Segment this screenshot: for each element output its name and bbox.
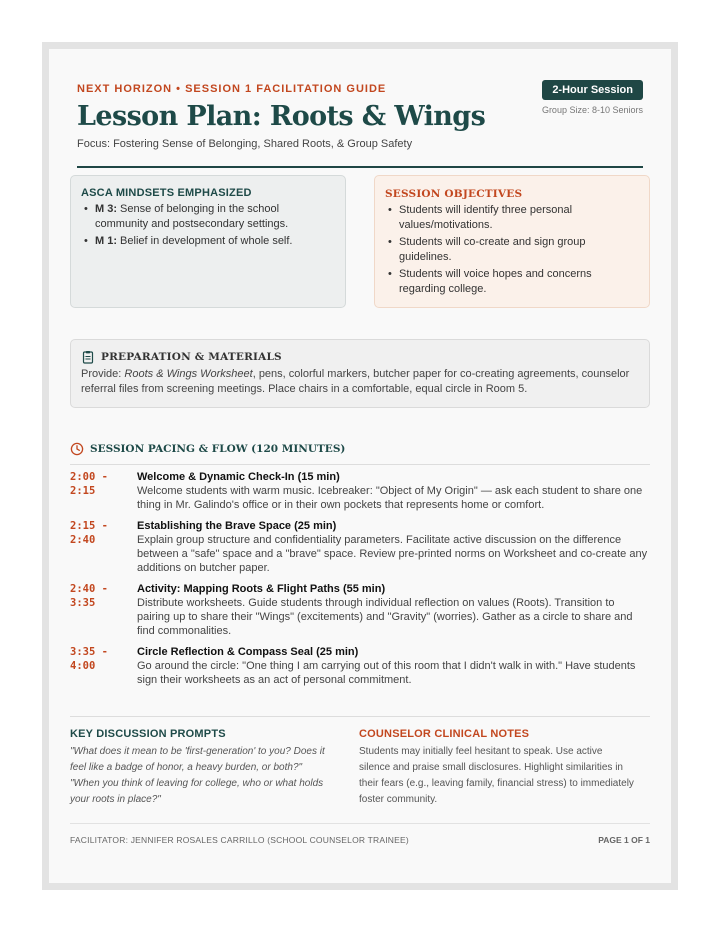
schedule-title: Circle Reflection & Compass Seal (25 min) [137, 646, 359, 658]
preparation-text [81, 367, 639, 396]
time-start: 2:00 - [70, 471, 108, 483]
time-end: 3:35 [70, 597, 96, 609]
prompt-line: "What does it mean to be 'first-generation' to you? Does it feel like a badge of honor, a heavy burden, or both?" [70, 746, 325, 773]
objectives-list [385, 203, 639, 296]
time-end: 4:00 [70, 660, 96, 672]
time-start: 2:15 - [70, 520, 108, 532]
objectives-box [374, 175, 650, 308]
session-length-badge: 2-Hour Session [542, 80, 643, 100]
eyebrow: NEXT HORIZON • SESSION 1 FACILITATION GUIDE [77, 83, 387, 95]
mindset-text: Belief in development of whole self. [117, 235, 293, 247]
schedule-body: Distribute worksheets. Guide students through individual reflection on values (Roots). Transition to pairing up to share their "Wings" (excitements) and "Gravity" (worries). Gather as a circle to share and find commonalities. [137, 597, 633, 637]
summary-boxes [70, 175, 650, 308]
mindset-code: M 3: [95, 203, 117, 215]
footer-divider [70, 823, 650, 824]
pacing-heading: SESSION PACING & FLOW (120 MINUTES) [90, 443, 346, 455]
schedule-description [137, 582, 650, 638]
time-end: 2:15 [70, 485, 96, 497]
preparation-heading: PREPARATION & MATERIALS [101, 351, 282, 363]
schedule-body: Welcome students with warm music. Icebreaker: "Object of My Origin" — ask each student to share one thing in Mr. Galindo's office or in their own pockets that represents home or comfort. [137, 485, 643, 511]
page-title: Lesson Plan: Roots & Wings [77, 101, 486, 132]
schedule-body: Go around the circle: "One thing I am carrying out of this room that I didn't walk in with." Have students sign their worksheets as an act of personal commitment. [137, 660, 636, 686]
header-divider [77, 166, 643, 168]
clinical-notes [359, 728, 636, 808]
bottom-divider [70, 716, 650, 717]
time-range [70, 519, 137, 575]
mindsets-list [81, 202, 335, 249]
objectives-heading: SESSION OBJECTIVES [385, 188, 523, 200]
schedule-title: Establishing the Brave Space (25 min) [137, 520, 337, 532]
mindset-text: Sense of belonging in the school community and postsecondary settings. [95, 203, 289, 230]
list-item: • Students will identify three personal values/motivations. [385, 203, 639, 232]
prep-lead: Provide: [81, 368, 125, 380]
facilitator-credit: FACILITATOR: JENNIFER ROSALES CARRILLO (SCHOOL COUNSELOR TRAINEE) [70, 835, 409, 845]
pacing-divider [70, 464, 650, 465]
page-number: PAGE 1 OF 1 [598, 835, 650, 845]
time-range [70, 470, 137, 512]
schedule [70, 470, 650, 694]
list-item: • Students will co-create and sign group guidelines. [385, 235, 639, 264]
schedule-row [70, 582, 650, 638]
prompts-heading: KEY DISCUSSION PROMPTS [70, 728, 226, 740]
list-item: • Students will voice hopes and concerns regarding college. [385, 267, 639, 296]
notes-heading: COUNSELOR CLINICAL NOTES [359, 728, 530, 740]
focus-line: Focus: Fostering Sense of Belonging, Shared Roots, & Group Safety [77, 138, 413, 150]
schedule-description [137, 470, 650, 512]
schedule-description [137, 519, 650, 575]
schedule-title: Welcome & Dynamic Check-In (15 min) [137, 471, 340, 483]
notes-text: Students may initially feel hesitant to speak. Use active silence and praise small disclosures. Highlight similarities in their fears (e.g., leaving family, financial stress) to immediately foster community. [359, 746, 634, 805]
schedule-row [70, 645, 650, 687]
time-range [70, 645, 137, 687]
time-range [70, 582, 137, 638]
list-item [81, 202, 335, 231]
time-start: 3:35 - [70, 646, 108, 658]
schedule-title: Activity: Mapping Roots & Flight Paths (55 min) [137, 583, 386, 595]
list-item [81, 234, 335, 249]
page-frame [42, 42, 678, 890]
clipboard-icon [81, 350, 95, 364]
prompt-line: "When you think of leaving for college, who or what holds your roots in place?" [70, 778, 324, 805]
schedule-row [70, 519, 650, 575]
preparation-heading-row [81, 350, 639, 364]
discussion-prompts [70, 728, 342, 808]
mindset-code: M 1: [95, 235, 117, 247]
prep-rest: , pens, colorful markers, butcher paper for co-creating agreements, counselor referral files from screening meetings. Place chairs in a comfortable, equal circle in Room 5. [81, 368, 630, 395]
schedule-row [70, 470, 650, 512]
schedule-description [137, 645, 650, 687]
clock-icon [70, 442, 84, 456]
header [77, 49, 643, 175]
pacing-heading-row [70, 440, 650, 458]
worksheet-name: Roots & Wings Worksheet [124, 368, 253, 380]
schedule-body: Explain group structure and confidentiality parameters. Facilitate active discussion on the difference between a "safe" space and a "brave" space. Review pre-printed norms on Worksheet and co-create any additions on butcher paper. [137, 534, 648, 574]
time-start: 2:40 - [70, 583, 108, 595]
time-end: 2:40 [70, 534, 96, 546]
mindsets-box [70, 175, 346, 308]
preparation-box [70, 339, 650, 408]
group-size: Group Size: 8-10 Seniors [541, 105, 643, 115]
mindsets-heading: ASCA MINDSETS EMPHASIZED [81, 187, 252, 199]
